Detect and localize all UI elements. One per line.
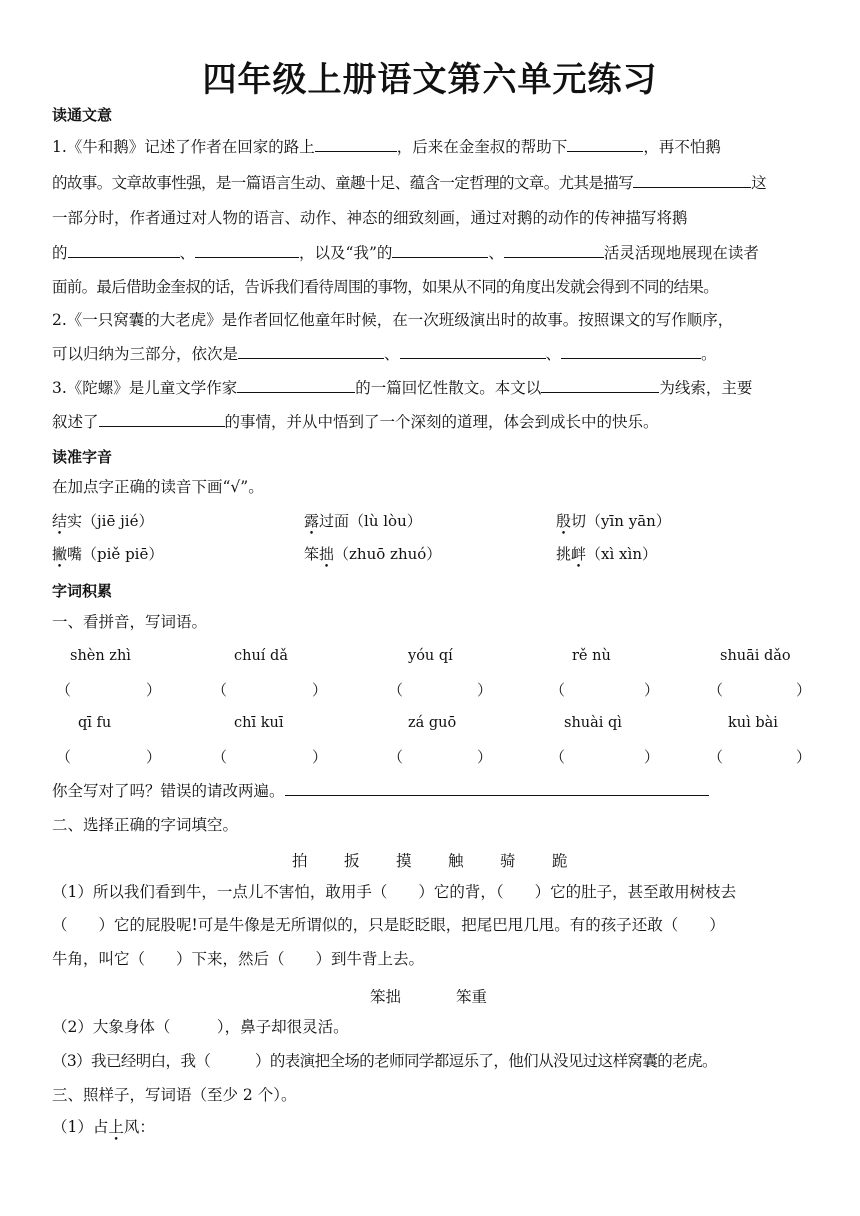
- blank[interactable]: [633, 169, 751, 188]
- answer-paren-open[interactable]: （: [56, 748, 72, 766]
- answer-paren-close[interactable]: ）: [644, 681, 660, 699]
- fill-sentence-1b: （ ）它的屁股呢!可是牛像是无所谓似的，只是眨眨眼，把尾巴甩几甩。有的孩子还敢（ ）: [52, 916, 725, 934]
- fill-sentence-1c: 牛角，叫它（ ）下来，然后（ ）到牛背上去。: [52, 950, 425, 968]
- pinyin-prompt: chī kuī: [234, 715, 284, 731]
- vocab-part3-heading: 三、照样子，写词语（至少 2 个）。: [52, 1086, 297, 1104]
- pinyin-prompt: shuài qì: [564, 715, 622, 731]
- pronounce-instruction: 在加点字正确的读音下画“√”。: [52, 478, 264, 496]
- correction-blank[interactable]: [285, 777, 709, 796]
- section-heading-reading: 读通文意: [52, 106, 113, 124]
- answer-paren-open[interactable]: （: [388, 748, 404, 766]
- choice-word: 笨拙: [370, 988, 402, 1006]
- answer-paren-open[interactable]: （: [212, 748, 228, 766]
- blank[interactable]: [238, 340, 384, 359]
- example-word: 占上风: [92, 1118, 140, 1136]
- blank[interactable]: [541, 374, 659, 393]
- check-prompt: 你全写对了吗？错误的请改两遍。: [52, 774, 810, 808]
- section-heading-vocabulary: 字词积累: [52, 582, 113, 600]
- pinyin-prompt: shèn zhì: [70, 648, 131, 664]
- blank[interactable]: [561, 340, 701, 359]
- answer-paren-close[interactable]: ）: [796, 681, 812, 699]
- fill-sentence-3: （3）我已经明白，我（ ）的表演把全场的老师同学都逗乐了，他们从没见过这样窝囊的老虎。: [52, 1052, 717, 1070]
- answer-paren-close[interactable]: ）: [796, 748, 812, 766]
- answer-paren-open[interactable]: （: [388, 681, 404, 699]
- pronounce-item[interactable]: 笨拙（zhuō zhuó）: [304, 545, 442, 563]
- pinyin-prompt: qī fu: [78, 715, 112, 731]
- page-title: 四年级上册语文第六单元练习: [202, 60, 658, 100]
- choice-word: 骑: [500, 852, 516, 870]
- q1-line-3: 一部分时，作者通过对人物的语言、动作、神态的细致刻画，通过对鹅的动作的传神描写将鹅: [52, 209, 688, 227]
- answer-paren-close[interactable]: ）: [312, 748, 328, 766]
- example-item: （1）占上风：: [52, 1118, 155, 1136]
- choice-word: 拍: [292, 852, 308, 870]
- fill-sentence-2: （2）大象身体（ ），鼻子却很灵活。: [52, 1018, 349, 1036]
- vocab-part1-heading: 一、看拼音，写词语。: [52, 613, 208, 631]
- fill-sentence-1a: （1）所以我们看到牛，一点儿不害怕，敢用手（ ）它的背，（ ）它的肚子，甚至敢用树枝去: [52, 883, 737, 901]
- q2-line-2: 可以归纳为三部分，依次是 、 、 。: [52, 337, 810, 371]
- answer-paren-close[interactable]: ）: [312, 681, 328, 699]
- answer-paren-close[interactable]: ）: [644, 748, 660, 766]
- pronounce-item[interactable]: 殷切（yīn yān）: [556, 512, 671, 530]
- pronounce-item[interactable]: 结实（jiē jié）: [52, 512, 154, 530]
- pronounce-item[interactable]: 撇嘴（piě piē）: [52, 545, 164, 563]
- pinyin-prompt: zá guō: [408, 715, 457, 731]
- blank[interactable]: [99, 408, 225, 427]
- pinyin-prompt: kuì bài: [728, 715, 778, 731]
- pinyin-prompt: shuāi dǎo: [720, 648, 791, 664]
- answer-paren-open[interactable]: （: [708, 748, 724, 766]
- blank[interactable]: [392, 239, 488, 258]
- q1-line-1: 1.《牛和鹅》记述了作者在回家的路上 ，后来在金奎叔的帮助下 ，再不怕鹅: [52, 130, 810, 164]
- pronounce-item[interactable]: 露过面（lù lòu）: [304, 512, 422, 530]
- q1-line-5: 面前。最后借助金奎叔的话，告诉我们看待周围的事物，如果从不同的角度出发就会得到不同的结果。: [52, 278, 719, 296]
- answer-paren-open[interactable]: （: [212, 681, 228, 699]
- vocab-part2-heading: 二、选择正确的字词填空。: [52, 816, 239, 834]
- answer-paren-close[interactable]: ）: [146, 681, 162, 699]
- choice-word: 扳: [344, 852, 360, 870]
- blank[interactable]: [68, 239, 180, 258]
- choice-word: 跪: [552, 852, 568, 870]
- q3-line-2: 叙述了 的事情，并从中悟到了一个深刻的道理，体会到成长中的快乐。: [52, 405, 810, 439]
- pronounce-item[interactable]: 挑衅（xì xìn）: [556, 545, 657, 563]
- choice-word: 摸: [396, 852, 412, 870]
- q2-line-1: 2.《一只窝囊的大老虎》是作者回忆他童年时候，在一次班级演出时的故事。按照课文的写作顺序，: [52, 311, 734, 329]
- answer-paren-open[interactable]: （: [550, 681, 566, 699]
- answer-paren-open[interactable]: （: [56, 681, 72, 699]
- choice-word: 笨重: [456, 988, 488, 1006]
- answer-paren-open[interactable]: （: [708, 681, 724, 699]
- blank[interactable]: [195, 239, 299, 258]
- blank[interactable]: [400, 340, 546, 359]
- blank[interactable]: [315, 133, 397, 152]
- answer-paren-close[interactable]: ）: [146, 748, 162, 766]
- answer-paren-close[interactable]: ）: [477, 681, 493, 699]
- answer-paren-close[interactable]: ）: [477, 748, 493, 766]
- q1-line-2: 的故事。文章故事性强，是一篇语言生动、童趣十足、蕴含一定哲理的文章。尤其是描写 这: [52, 166, 810, 200]
- blank[interactable]: [504, 239, 604, 258]
- answer-paren-open[interactable]: （: [550, 748, 566, 766]
- pinyin-prompt: yóu qí: [408, 648, 453, 664]
- pinyin-prompt: chuí dǎ: [234, 648, 288, 664]
- section-heading-pronunciation: 读准字音: [52, 448, 113, 466]
- blank[interactable]: [567, 133, 643, 152]
- q3-line-1: 3.《陀螺》是儿童文学作家 的一篇回忆性散文。本文以 为线索，主要: [52, 371, 810, 405]
- blank[interactable]: [237, 374, 355, 393]
- pinyin-prompt: rě nù: [572, 648, 611, 664]
- choice-word: 触: [448, 852, 464, 870]
- q1-line-4: 的 、 ，以及“我”的 、 活灵活现地展现在读者: [52, 236, 810, 270]
